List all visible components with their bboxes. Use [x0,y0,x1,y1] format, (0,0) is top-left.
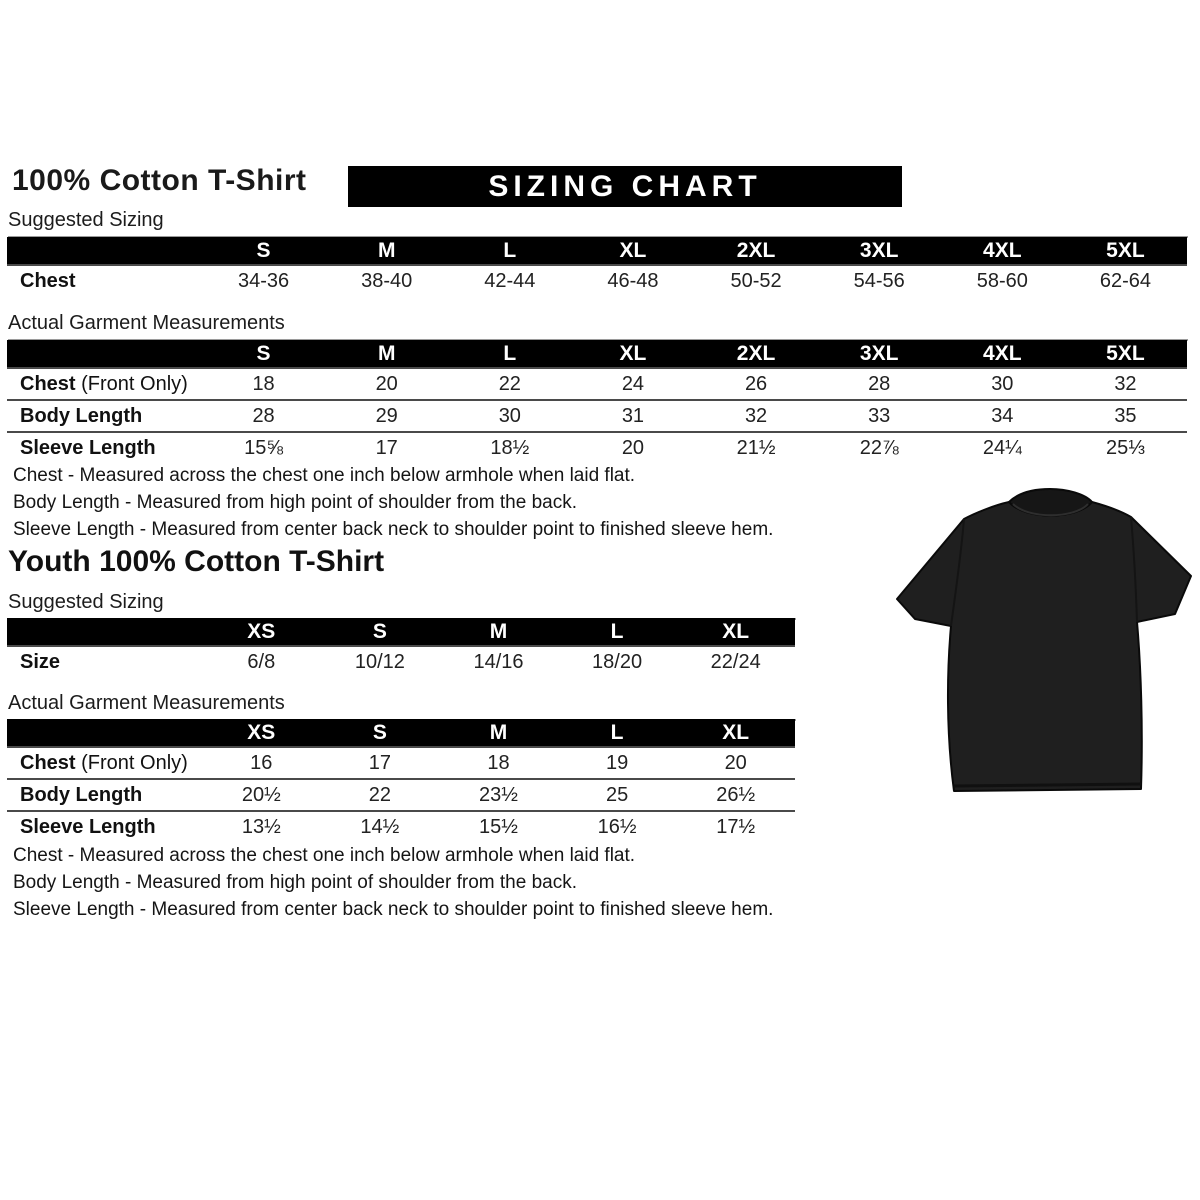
cell: 17 [321,747,440,779]
table-row [7,779,795,811]
table-row [7,265,1187,296]
cell: 16 [202,747,321,779]
table-row [7,747,795,779]
cell: 14/16 [439,646,558,677]
note-line: Chest - Measured across the chest one inch below armhole when laid flat. [13,465,636,486]
table-row [7,432,1187,463]
row-label: Size [7,646,202,677]
corner-cell [7,340,202,368]
size-column-header: 2XL [695,237,818,265]
cell: 20 [676,747,795,779]
cell: 38-40 [325,265,448,296]
row-label: Sleeve Length [7,432,202,463]
cell: 24¼ [941,432,1064,463]
youth-suggested-sizing-table [7,618,795,677]
cell: 22⅞ [818,432,941,463]
adult-actual-measurements-label: Actual Garment Measurements [8,312,1188,341]
youth-section-title: Youth 100% Cotton T-Shirt [8,545,385,578]
size-column-header: 4XL [941,340,1064,368]
row-label: Body Length [7,779,202,811]
cell: 34-36 [202,265,325,296]
size-column-header: 4XL [941,237,1064,265]
cell: 25⅓ [1064,432,1187,463]
page-title: 100% Cotton T-Shirt [12,164,307,197]
cell: 42-44 [448,265,571,296]
cell: 18/20 [558,646,677,677]
cell: 18 [202,368,325,400]
size-column-header: 3XL [818,237,941,265]
cell: 35 [1064,400,1187,432]
cell: 20 [571,432,694,463]
cell: 22 [321,779,440,811]
black-tshirt-illustration [891,486,1195,802]
cell: 34 [941,400,1064,432]
adult-measurement-notes [13,462,773,543]
cell: 28 [818,368,941,400]
row-label: Sleeve Length [7,811,202,842]
cell: 26½ [676,779,795,811]
table-row [7,811,795,842]
cell: 21½ [695,432,818,463]
table-header-row [7,618,795,646]
note-line: Sleeve Length - Measured from center back neck to shoulder point to finished sleeve hem. [13,899,774,920]
cell: 22 [448,368,571,400]
youth-suggested-sizing-label: Suggested Sizing [8,591,796,620]
sizing-chart-banner-text: SIZING CHART [488,169,762,203]
cell: 25 [558,779,677,811]
note-line: Sleeve Length - Measured from center back neck to shoulder point to finished sleeve hem. [13,519,774,540]
table-header-row [7,719,795,747]
cell: 17 [325,432,448,463]
size-column-header: M [439,618,558,646]
cell: 50-52 [695,265,818,296]
size-column-header: XL [676,719,795,747]
cell: 17½ [676,811,795,842]
cell: 33 [818,400,941,432]
corner-cell [7,237,202,265]
table-header-row [7,340,1187,368]
table-row [7,400,1187,432]
tshirt-photo [891,486,1195,802]
cell: 10/12 [321,646,440,677]
cell: 26 [695,368,818,400]
note-line: Chest - Measured across the chest one inch below armhole when laid flat. [13,845,636,866]
cell: 20 [325,368,448,400]
cell: 58-60 [941,265,1064,296]
cell: 29 [325,400,448,432]
size-column-header: M [325,237,448,265]
row-label: Chest [7,265,202,296]
note-line: Body Length - Measured from high point of shoulder from the back. [13,872,577,893]
adult-suggested-sizing-label: Suggested Sizing [8,209,1188,238]
row-label: Chest (Front Only) [7,747,202,779]
tshirt-body [897,502,1191,791]
size-column-header: S [202,340,325,368]
cell: 14½ [321,811,440,842]
note-line: Body Length - Measured from high point of shoulder from the back. [13,492,577,513]
tshirt-hem-shade [954,784,1141,786]
cell: 23½ [439,779,558,811]
cell: 28 [202,400,325,432]
size-column-header: 5XL [1064,237,1187,265]
size-column-header: M [439,719,558,747]
cell: 30 [448,400,571,432]
cell: 6/8 [202,646,321,677]
cell: 18½ [448,432,571,463]
size-column-header: S [321,719,440,747]
size-column-header: L [448,237,571,265]
size-column-header: L [558,719,677,747]
cell: 18 [439,747,558,779]
cell: 20½ [202,779,321,811]
size-column-header: XS [202,719,321,747]
table-row [7,368,1187,400]
size-column-header: XS [202,618,321,646]
cell: 30 [941,368,1064,400]
cell: 32 [695,400,818,432]
cell: 54-56 [818,265,941,296]
size-column-header: L [448,340,571,368]
size-column-header: S [202,237,325,265]
row-label: Body Length [7,400,202,432]
cell: 31 [571,400,694,432]
cell: 46-48 [571,265,694,296]
cell: 13½ [202,811,321,842]
row-label: Chest (Front Only) [7,368,202,400]
size-column-header: 2XL [695,340,818,368]
size-column-header: S [321,618,440,646]
sizing-chart-banner [348,166,902,207]
cell: 19 [558,747,677,779]
size-column-header: L [558,618,677,646]
youth-measurement-notes [13,842,773,923]
table-row [7,646,795,677]
size-column-header: XL [571,340,694,368]
youth-actual-measurements-table [7,719,795,842]
size-column-header: 5XL [1064,340,1187,368]
cell: 22/24 [676,646,795,677]
size-column-header: M [325,340,448,368]
cell: 32 [1064,368,1187,400]
size-column-header: XL [571,237,694,265]
youth-actual-measurements-label: Actual Garment Measurements [8,692,796,721]
adult-actual-measurements-table [7,340,1187,463]
table-header-row [7,237,1187,265]
adult-suggested-sizing-table [7,237,1187,296]
cell: 15⅝ [202,432,325,463]
cell: 62-64 [1064,265,1187,296]
cell: 24 [571,368,694,400]
corner-cell [7,719,202,747]
corner-cell [7,618,202,646]
size-column-header: 3XL [818,340,941,368]
cell: 16½ [558,811,677,842]
cell: 15½ [439,811,558,842]
size-column-header: XL [676,618,795,646]
